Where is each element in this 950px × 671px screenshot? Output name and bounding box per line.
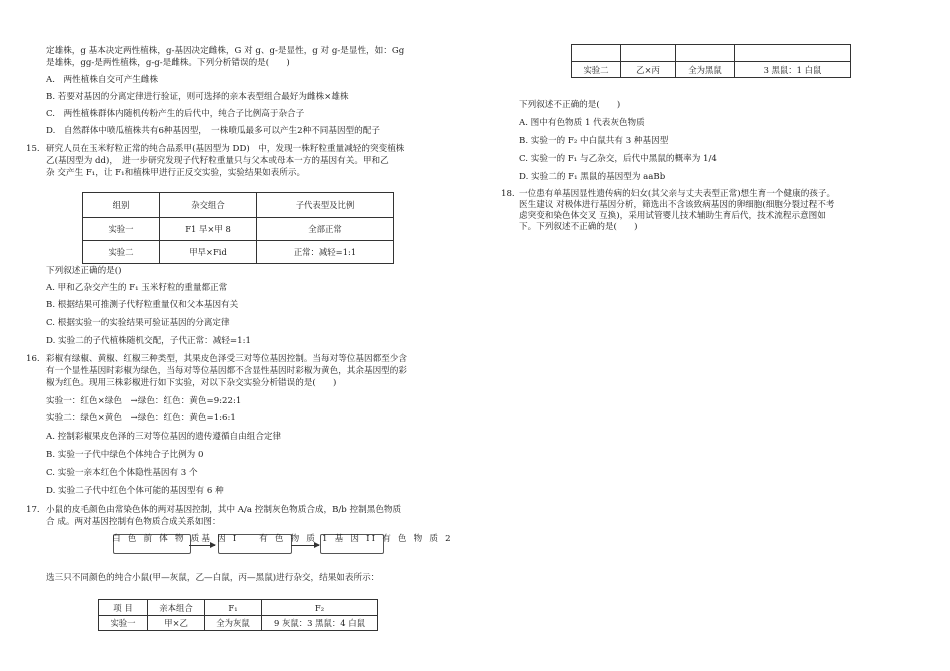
q15-option-c: C. 根据实验一的实验结果可验证基因的分离定律 [46, 318, 230, 328]
q14-option-c: C. 两性植株群体内随机传粉产生的后代中，纯合子比例高于杂合子 [46, 109, 305, 119]
q18-line3: 虑突变和染色体交叉 互换)，采用试管婴儿技术辅助生育后代，技术流程示意图如 [519, 211, 826, 221]
q17-table-header: F₁ [205, 600, 262, 616]
q17-table-cell: 甲×乙 [148, 616, 205, 631]
q15-line3: 杂 交产生 F₁，让 F₁和植株甲进行正反交实验，实验结果如表所示。 [46, 168, 306, 178]
q17-number: 17. [26, 505, 40, 515]
q17-table-cell: 3 黑鼠：1 白鼠 [735, 62, 851, 78]
q17-stem: 下列叙述不正确的是( ) [519, 100, 621, 110]
q15-table-cell: 实验一 [83, 218, 160, 241]
q16-experiment2: 实验二：绿色×黄色 →绿色：红色：黄色=1:6:1 [46, 413, 236, 423]
q17-table-continued [571, 44, 851, 78]
q17-table [98, 599, 378, 631]
q15-table-cell: F1 早×甲 8 [160, 218, 257, 241]
q17-option-c: C. 实验一的 F₁ 与乙杂交，后代中黑鼠的概率为 1/4 [519, 154, 717, 164]
q17-option-d: D. 实验二的 F₁ 黑鼠的基因型为 aaBb [519, 172, 666, 182]
q17-line2: 合 成。两对基因控制有色物质合成关系如图： [46, 517, 221, 527]
q14-option-d: D. 自然群体中喷瓜植株共有6种基因型， 一株喷瓜最多可以产生2种不同基因型的配子 [46, 126, 380, 136]
q17-table-header: 亲本组合 [148, 600, 205, 616]
q17-table-cell [676, 45, 735, 62]
q15-table-header: 组别 [83, 193, 160, 218]
q17-table-cell: 9 灰鼠：3 黑鼠：4 白鼠 [262, 616, 378, 631]
arrow-icon [291, 545, 319, 546]
q16-line2: 有一个显性基因时彩椒为绿色，当每对等位基因都不含显性基因时彩椒为黄色，其余基因型的彩 [46, 366, 407, 376]
q17-option-a: A. 图中有色物质 1 代表灰色物质 [519, 118, 645, 128]
q18-line4: 下。下列叙述不正确的是( ) [519, 222, 638, 232]
q15-table-cell: 全部正常 [257, 218, 394, 241]
q15-table-header: 杂交组合 [160, 193, 257, 218]
q15-option-a: A. 甲和乙杂交产生的 F₁ 玉米籽粒的重量都正常 [46, 283, 228, 293]
q17-table-cell: 全为黑鼠 [676, 62, 735, 78]
q16-line1: 彩椒有绿椒、黄椒、红椒三种类型，其果皮色泽受三对等位基因控制。当每对等位基因都至少含 [46, 354, 407, 364]
q18-line1: 一位患有单基因显性遗传病的妇女(其父亲与丈夫表型正常)想生育一个健康的孩子。 [519, 189, 836, 199]
q16-option-a: A. 控制彩椒果皮色泽的三对等位基因的遗传遵循自由组合定律 [46, 432, 282, 442]
q15-table-cell: 甲早×Fid [160, 241, 257, 264]
q15-number: 15. [26, 144, 40, 154]
q16-option-b: B. 实验一子代中绿色个体纯合子比例为 0 [46, 450, 204, 460]
q15-line1: 研究人员在玉米籽粒正常的纯合品系甲(基因型为 DD) 中，发现一株籽粒重量减轻的突变植株 [46, 144, 405, 154]
q17-table-cell: 实验一 [99, 616, 148, 631]
q17-line1: 小鼠的皮毛颜色由常染色体的两对基因控制，其中 A/a 控制灰色物质合成，B/b 控制黑色物质 [46, 505, 402, 515]
q18-line2: 医生建议 对极体进行基因分析，筛选出不含该致病基因的卵细胞(细胞分裂过程不考 [519, 200, 835, 210]
q17-table-cell: 实验二 [572, 62, 621, 78]
q17-experiment-intro: 选三只不同颜色的纯合小鼠(甲—灰鼠，乙—白鼠，丙—黑鼠)进行杂交，结果如表所示： [46, 573, 380, 583]
q15-table-cell: 实验二 [83, 241, 160, 264]
q15-stem: 下列叙述正确的是() [46, 266, 122, 276]
q17-table-cell: 全为灰鼠 [205, 616, 262, 631]
q14-option-a: A. 两性植株自交可产生雌株 [46, 75, 159, 85]
q15-table [82, 192, 394, 264]
q15-table-cell: 正常：减轻=1:1 [257, 241, 394, 264]
q15-option-d: D. 实验二的子代植株随机交配，子代正常：减轻=1:1 [46, 336, 251, 346]
q16-line3: 椒为红色。现用三株彩椒进行如下实验，对以下杂交实验分析错误的是( ) [46, 378, 337, 388]
q18-number: 18. [501, 189, 515, 199]
q17-table-cell: 乙×丙 [621, 62, 676, 78]
q14-option-b: B. 若要对基因的分离定律进行验证，则可选择的亲本表型组合最好为雌株×雄株 [46, 92, 349, 102]
q17-table-cell [572, 45, 621, 62]
q15-table-header: 子代表型及比例 [257, 193, 394, 218]
q16-experiment1: 实验一：红色×绿色 →绿色：红色：黄色=9:22:1 [46, 396, 242, 406]
q17-table-header: 项 目 [99, 600, 148, 616]
q17-pathway-text: 白 色 前 体 物 质基 因 I 有 色 物 质 1 基 因 II 有 色 物 质 2 [112, 534, 453, 544]
q14-intro-line1: 定雄株，g 基本决定两性植株，g-基因决定雌株，G 对 g、g-是显性，g 对 g-是显性，如：Gg [46, 46, 405, 56]
q16-option-d: D. 实验二子代中红色个体可能的基因型有 6 种 [46, 486, 224, 496]
arrow-icon [189, 545, 215, 546]
q16-number: 16. [26, 354, 40, 364]
q17-table-cell [621, 45, 676, 62]
q15-option-b: B. 根据结果可推测子代籽粒重量仅和父本基因有关 [46, 300, 239, 310]
q14-intro-line2: 是雄株，gg-是两性植株，g-g-是雌株。下列分析错误的是( ) [46, 58, 290, 68]
q17-table-header: F₂ [262, 600, 378, 616]
q16-option-c: C. 实验一亲本红色个体隐性基因有 3 个 [46, 468, 198, 478]
q15-line2: 乙(基因型为 dd)， 进一步研究发现子代籽粒重量只与父本或母本一方的基因有关。甲和乙 [46, 156, 389, 166]
q17-table-cell [735, 45, 851, 62]
q17-option-b: B. 实验一的 F₂ 中白鼠共有 3 种基因型 [519, 136, 669, 146]
